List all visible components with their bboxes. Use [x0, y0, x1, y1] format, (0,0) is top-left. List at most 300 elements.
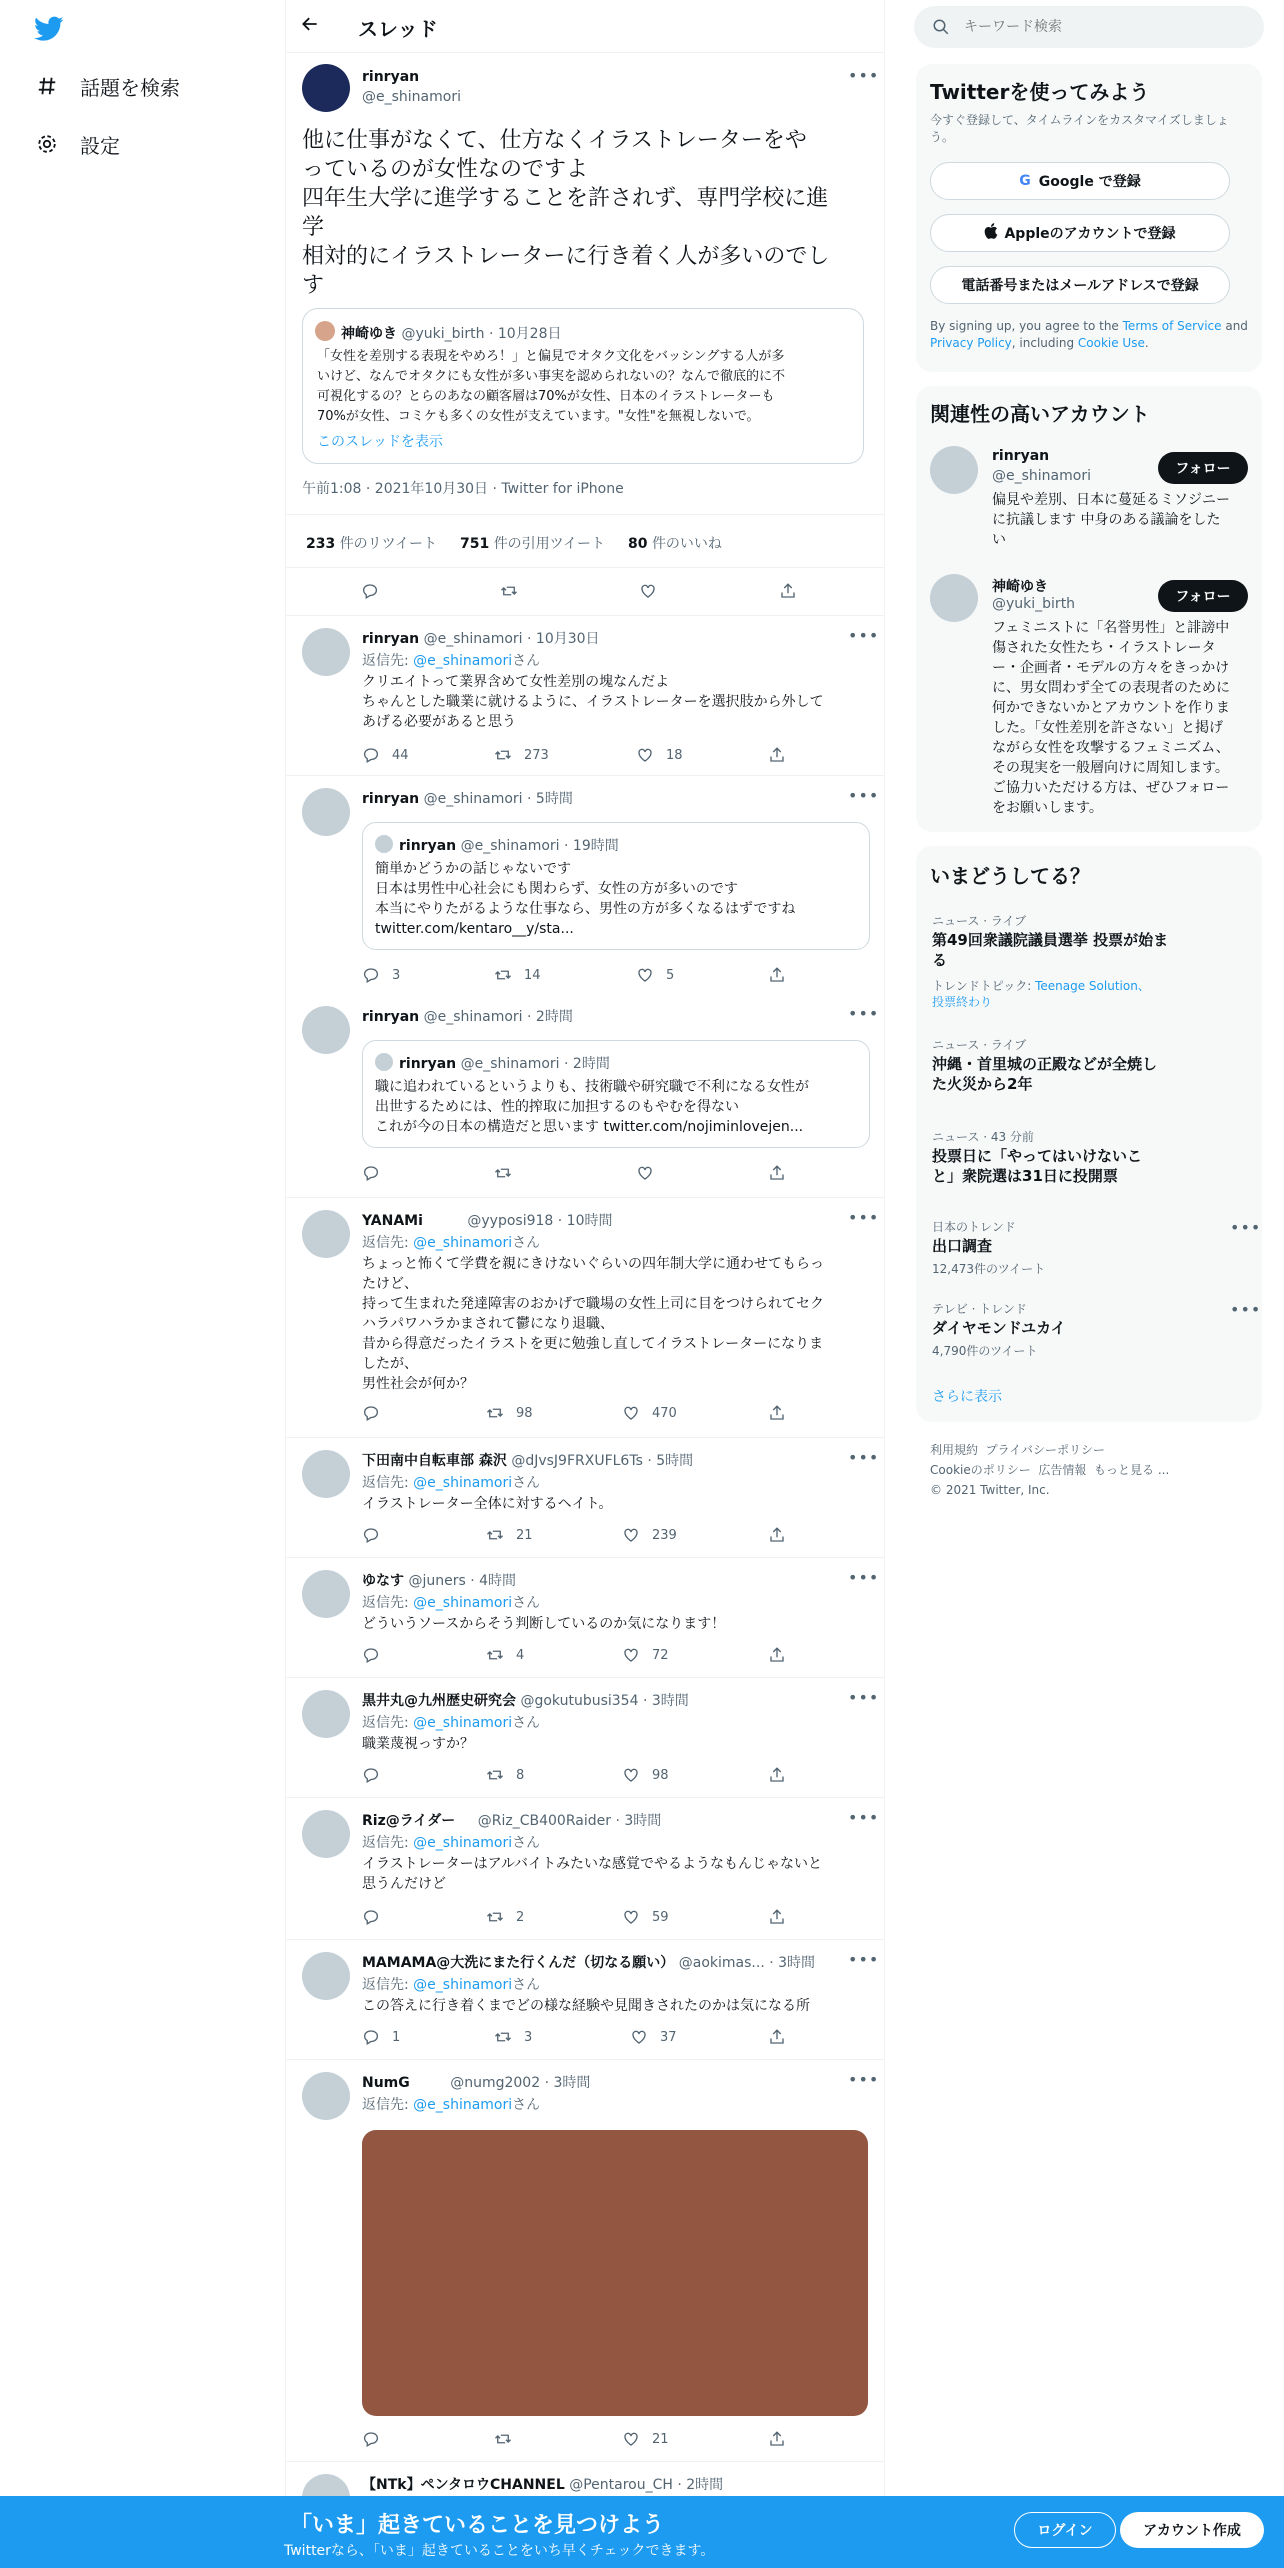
- reply-line: ハラパワハラかまされて鬱になり退職、: [362, 1316, 614, 1332]
- reply-line: どういうソースからそう判断しているのか気になります！: [362, 1616, 726, 1632]
- reply-icon[interactable]: [362, 1526, 392, 1544]
- reply-header: [362, 1006, 573, 1026]
- account-name[interactable]: 神崎ゆき: [992, 579, 1048, 595]
- bio-line: ご協力いただける方は、ぜひフォロー: [992, 780, 1230, 796]
- reply-name[interactable]: NumG: [362, 2075, 410, 2091]
- reply-line: 思うんだけど: [362, 1876, 446, 1892]
- quote-avatar: [375, 835, 393, 853]
- like-icon[interactable]: [636, 966, 674, 984]
- reply-to: [362, 1592, 540, 1612]
- reply-to-link[interactable]: @e_shinamori: [413, 1977, 513, 1993]
- more-icon[interactable]: •••: [848, 1808, 880, 1827]
- reply-name[interactable]: 下田南中自転車部 森沢: [362, 1453, 507, 1469]
- avatar[interactable]: [302, 1952, 350, 2000]
- share-icon[interactable]: [768, 1164, 798, 1182]
- quote-line: 職に追われているというよりも、技術職や研究職で不利になる女性が: [375, 1079, 809, 1095]
- reply-text: [362, 1854, 870, 1894]
- account-handle[interactable]: @yuki_birth: [992, 596, 1076, 612]
- reply-name[interactable]: 黒井丸@九州歴史研究会: [362, 1693, 516, 1709]
- reply-line: したが、: [362, 1356, 418, 1372]
- like-icon[interactable]: [622, 2430, 669, 2448]
- reply-header: [362, 628, 600, 648]
- more-icon[interactable]: •••: [848, 2070, 880, 2089]
- terms-text: and: [1221, 319, 1248, 333]
- share-icon[interactable]: [768, 1646, 798, 1664]
- retweet-count: 3: [524, 2029, 533, 2045]
- more-icon[interactable]: •••: [848, 1688, 880, 1707]
- reply-icon[interactable]: [362, 1646, 392, 1664]
- reply-icon[interactable]: [362, 2430, 392, 2448]
- quoted-tweet[interactable]: [362, 1040, 870, 1148]
- like-count-label: 件のいいね: [651, 536, 722, 552]
- reply-to: [362, 1832, 540, 1852]
- show-more-link[interactable]: さらに表示: [932, 1389, 1002, 1405]
- login-button[interactable]: ログイン: [1014, 2512, 1116, 2548]
- more-icon[interactable]: •••: [848, 1950, 880, 1969]
- avatar[interactable]: [302, 788, 350, 836]
- retweet-icon[interactable]: [486, 1766, 524, 1784]
- terms-link[interactable]: Terms of Service: [1122, 319, 1222, 333]
- reply-time[interactable]: · 4時間: [470, 1573, 517, 1589]
- quote-line: 簡単かどうかの話じゃないです: [375, 861, 571, 877]
- main-actions: [286, 568, 884, 616]
- reply-to-link[interactable]: @e_shinamori: [413, 1235, 513, 1251]
- google-signup-label: Google で登録: [1038, 174, 1141, 190]
- reply-to-link[interactable]: @e_shinamori: [413, 1595, 513, 1611]
- twitter-logo-icon[interactable]: [34, 16, 64, 42]
- more-icon[interactable]: •••: [1230, 1300, 1262, 1319]
- reply-time[interactable]: · 3時間: [642, 1693, 689, 1709]
- reply-tweet[interactable]: [286, 1438, 884, 1558]
- like-icon[interactable]: [622, 1908, 669, 1926]
- reply-handle: @e_shinamori: [423, 791, 523, 807]
- reply-time[interactable]: · 3時間: [769, 1955, 816, 1971]
- reply-tweet[interactable]: [286, 616, 884, 776]
- reply-line: 持って生まれた発達障害のおかげで職場の女性上司に目をつけられてセク: [362, 1296, 824, 1312]
- apple-icon: [984, 223, 998, 243]
- reply-to-suffix: さん: [512, 1715, 541, 1731]
- apple-signup-label: Appleのアカウントで登録: [1004, 226, 1176, 242]
- more-icon[interactable]: •••: [848, 786, 880, 805]
- reply-to-prefix: 返信先:: [362, 1595, 409, 1611]
- bio-line: ながら女性を攻撃するフェミニズム、: [992, 740, 1230, 756]
- reply-name[interactable]: YANAMi: [362, 1213, 423, 1229]
- account-handle[interactable]: @e_shinamori: [992, 468, 1091, 484]
- reply-to-link[interactable]: @e_shinamori: [413, 653, 513, 669]
- reply-name[interactable]: rinryan: [362, 1009, 420, 1025]
- reply-line: ちょっと怖くて学費を親にきけないぐらいの四年制大学に通わせてもらっ: [362, 1256, 824, 1272]
- reply-line: あげる必要があると思う: [362, 714, 516, 730]
- quote-avatar: [315, 321, 335, 341]
- reply-handle: @e_shinamori: [423, 631, 523, 647]
- search-icon: [932, 18, 950, 40]
- trend-category: ニュース · 43 分前: [932, 1130, 1034, 1144]
- quote-line: これが今の日本の構造だと思います twitter.com/nojiminlovejen...: [375, 1119, 804, 1135]
- reply-to-prefix: 返信先:: [362, 1835, 409, 1851]
- quote-text: [317, 347, 857, 427]
- bio-line: 何かできないかとアカウントを作りま: [992, 700, 1230, 716]
- reply-time[interactable]: · 2時間: [527, 1009, 573, 1025]
- reply-line: イラストレーターはアルバイトみたいな感覚でやるようなもんじゃないと: [362, 1856, 823, 1872]
- cookie-link[interactable]: Cookie Use: [1077, 336, 1145, 350]
- reply-to-suffix: さん: [512, 1977, 541, 1993]
- reply-to-link[interactable]: @e_shinamori: [413, 1475, 513, 1491]
- like-count: 37: [660, 2029, 677, 2045]
- reply-name[interactable]: MAMAMA@大洗にまた行くんだ（切なる願い）: [362, 1955, 675, 1971]
- trend-name-line: 投票日に「やってはいけないこ: [932, 1147, 1143, 1165]
- quote-line: 可視化するの？とらのあなの顧客層は70%が女性、日本のイラストレーターも: [317, 389, 775, 404]
- quote-text: [375, 1077, 809, 1137]
- terms-text: , including: [1011, 336, 1078, 350]
- more-icon[interactable]: •••: [1230, 1218, 1262, 1237]
- reply-handle: @e_shinamori: [423, 1009, 523, 1025]
- trend-item[interactable]: [932, 1318, 1172, 1338]
- share-icon[interactable]: [768, 1908, 798, 1926]
- quoted-tweet[interactable]: [362, 822, 870, 950]
- retweet-count: 4: [516, 1647, 525, 1663]
- trend-name-line: 第49回衆議院議員選挙 投票が始ま: [932, 931, 1169, 949]
- related-title: 関連性の高いアカウント: [930, 402, 1150, 426]
- reply-handle: @Riz_CB400Raider: [477, 1813, 611, 1829]
- retweet-icon[interactable]: [494, 1164, 524, 1182]
- back-arrow-icon[interactable]: [300, 14, 324, 38]
- reply-to-prefix: 返信先:: [362, 1475, 409, 1491]
- tweet-line: っているのが女性なのですよ: [302, 157, 589, 182]
- tweet-image[interactable]: [362, 2130, 868, 2416]
- follow-button[interactable]: フォロー: [1158, 580, 1248, 612]
- reply-header: [362, 1810, 661, 1830]
- quote-count-value: 751: [460, 536, 490, 552]
- like-count: 72: [652, 1647, 669, 1663]
- reply-tweet[interactable]: [286, 1678, 884, 1798]
- reply-tweet[interactable]: [286, 776, 884, 994]
- reply-to-link[interactable]: @e_shinamori: [413, 1715, 513, 1731]
- quote-avatar: [375, 1053, 393, 1071]
- reply-text: [362, 1996, 870, 2016]
- footer-link[interactable]: Cookieのポリシー: [930, 1463, 1031, 1477]
- quote-line: twitter.com/kentaro__y/sta...: [375, 921, 574, 937]
- like-icon[interactable]: [622, 1404, 677, 1422]
- reply-count: 1: [392, 2029, 401, 2045]
- reply-line: イラストレーター全体に対するヘイト。: [362, 1496, 613, 1512]
- avatar[interactable]: [302, 1810, 350, 1858]
- bio-line: フェミニストに「名誉男性」と誹謗中: [992, 620, 1230, 636]
- reply-icon[interactable]: [362, 1164, 392, 1182]
- gear-icon: [34, 131, 60, 157]
- left-sidebar: [0, 0, 285, 2568]
- reply-to: [362, 1232, 540, 1252]
- reply-text: [362, 1254, 870, 1394]
- bottom-subtitle: Twitterなら、「いま」起きていることをいち早くチェックできます。: [284, 2543, 715, 2559]
- reply-tweet[interactable]: [286, 1198, 884, 1438]
- reply-header: [362, 2474, 723, 2494]
- reply-name[interactable]: rinryan: [362, 631, 420, 647]
- trend-topics: [932, 978, 1192, 1010]
- quote-line: 本当にやりたがるような仕事なら、男性の方が多くなるはずですね: [375, 901, 796, 917]
- trend-item[interactable]: [932, 1054, 1172, 1094]
- reply-line: 昔から得意だったイラストを更に勉強し直してイラストレーターになりま: [362, 1336, 824, 1352]
- bio-line: に抗議します 中身のある議論をした: [992, 512, 1221, 528]
- reply-to-prefix: 返信先:: [362, 1715, 409, 1731]
- terms-text: .: [1144, 336, 1149, 350]
- like-icon[interactable]: [636, 1164, 666, 1182]
- reply-tweet[interactable]: [286, 1558, 884, 1678]
- share-icon[interactable]: [768, 746, 798, 764]
- quote-date: · 10月28日: [488, 326, 562, 342]
- reply-handle: @aokimas...: [678, 1955, 765, 1971]
- footer-link[interactable]: プライバシーポリシー: [985, 1443, 1106, 1457]
- like-icon[interactable]: [622, 1646, 669, 1664]
- bio-line: ー・企画者・モデルの方々をきっかけ: [992, 660, 1230, 676]
- search-box[interactable]: [914, 6, 1264, 48]
- share-icon[interactable]: [768, 1404, 798, 1422]
- avatar[interactable]: [930, 574, 978, 622]
- reply-time[interactable]: · 3時間: [544, 2075, 591, 2091]
- author-name[interactable]: rinryan: [362, 69, 420, 85]
- tweet-line: 他に仕事がなくて、仕方なくイラストレーターをや: [302, 128, 807, 153]
- retweet-count: 98: [516, 1405, 533, 1421]
- reply-line: 男性社会が何か？: [362, 1376, 474, 1392]
- reply-to: [362, 2094, 540, 2114]
- tweet-meta[interactable]: 午前1:08 · 2021年10月30日 · Twitter for iPhone: [302, 481, 624, 497]
- apple-signup-button[interactable]: [930, 214, 1230, 252]
- more-icon[interactable]: •••: [848, 1004, 880, 1023]
- footer-link[interactable]: 利用規約: [930, 1443, 979, 1457]
- signup-terms: [930, 318, 1250, 352]
- like-icon[interactable]: [636, 746, 683, 764]
- avatar[interactable]: [302, 1210, 350, 1258]
- retweet-icon[interactable]: [494, 2028, 532, 2046]
- retweet-icon[interactable]: [486, 1646, 524, 1664]
- nav-settings-label: 設定: [80, 133, 120, 158]
- reply-text: [362, 1734, 870, 1754]
- reply-icon[interactable]: [362, 1404, 392, 1422]
- reply-line: この答えに行き着くまでどの様な経験や見聞きされたのかは気になる所: [362, 1998, 810, 2014]
- more-icon[interactable]: •••: [848, 1208, 880, 1227]
- retweet-icon[interactable]: [500, 582, 530, 600]
- reply-text: [362, 1494, 870, 1514]
- trend-name-line: と」衆院選は31日に投開票: [932, 1167, 1118, 1185]
- trend-category: ニュース · ライブ: [932, 914, 1027, 928]
- reply-time[interactable]: · 5時間: [527, 791, 573, 807]
- retweet-count-label: 件のリツイート: [339, 536, 437, 552]
- reply-to-prefix: 返信先:: [362, 2097, 409, 2113]
- reply-time[interactable]: · 2時間: [677, 2477, 724, 2493]
- follow-button[interactable]: フォロー: [1158, 452, 1248, 484]
- trends-card: [916, 846, 1262, 1422]
- avatar[interactable]: [302, 1570, 350, 1618]
- footer-link[interactable]: 広告情報: [1038, 1463, 1087, 1477]
- reply-to-link[interactable]: @e_shinamori: [413, 2097, 513, 2113]
- nav-explore-label: 話題を検索: [80, 75, 180, 100]
- account-name[interactable]: rinryan: [992, 448, 1050, 464]
- reply-to-suffix: さん: [512, 1235, 541, 1251]
- trend-count: 4,790件のツイート: [932, 1344, 1038, 1358]
- trend-count: 12,473件のツイート: [932, 1262, 1046, 1276]
- nav-settings[interactable]: [34, 124, 120, 164]
- bio-line: に、男女問わず全ての表現者のために: [992, 680, 1230, 696]
- trend-name-line: ダイヤモンドユカイ: [932, 1319, 1066, 1337]
- search-input[interactable]: [964, 16, 1244, 38]
- retweet-icon[interactable]: [494, 746, 549, 764]
- like-count: 98: [652, 1767, 669, 1783]
- like-count: 18: [666, 747, 683, 763]
- reply-icon[interactable]: [362, 746, 409, 764]
- retweet-icon[interactable]: [486, 1908, 524, 1926]
- reply-handle: @Pentarou_CH: [569, 2477, 673, 2493]
- privacy-link[interactable]: Privacy Policy: [930, 336, 1012, 350]
- like-count[interactable]: [628, 533, 722, 553]
- reply-tweet[interactable]: [286, 1798, 884, 1940]
- quote-count[interactable]: [460, 533, 605, 553]
- trend-item[interactable]: [932, 1146, 1172, 1186]
- reply-time[interactable]: · 10時間: [557, 1213, 613, 1229]
- reply-header: [362, 1690, 689, 1710]
- retweet-count: 2: [516, 1909, 525, 1925]
- reply-to-prefix: 返信先:: [362, 1977, 409, 1993]
- avatar[interactable]: [302, 2072, 350, 2120]
- reply-to: [362, 650, 540, 670]
- quote-count-label: 件の引用ツイート: [493, 536, 605, 552]
- tweet-stats: [286, 514, 884, 568]
- avatar[interactable]: [302, 628, 350, 676]
- reply-time[interactable]: · 3時間: [615, 1813, 662, 1829]
- reply-to-prefix: 返信先:: [362, 1235, 409, 1251]
- reply-to: [362, 1712, 540, 1732]
- nav-explore[interactable]: [34, 66, 180, 106]
- retweet-count: 273: [524, 747, 549, 763]
- footer-link[interactable]: もっと見る ...: [1094, 1463, 1170, 1477]
- reply-to-link[interactable]: @e_shinamori: [413, 1835, 513, 1851]
- retweet-icon[interactable]: [494, 966, 541, 984]
- quote-author-handle: @yuki_birth: [401, 326, 485, 342]
- reply-icon[interactable]: [362, 1908, 392, 1926]
- avatar[interactable]: [302, 1690, 350, 1738]
- avatar[interactable]: [930, 446, 978, 494]
- quote-meta-row: [341, 323, 562, 343]
- google-signup-button[interactable]: [930, 162, 1230, 200]
- like-count: 59: [652, 1909, 669, 1925]
- reply-to-suffix: さん: [512, 1595, 541, 1611]
- bio-line: した。「女性差別を許さない」と掲げ: [992, 720, 1223, 736]
- share-icon[interactable]: [768, 2028, 798, 2046]
- reply-handle: @gokutubusi354: [520, 1693, 639, 1709]
- reply-icon[interactable]: [362, 966, 400, 984]
- related-accounts-card: [916, 386, 1262, 832]
- reply-count: 3: [392, 967, 401, 983]
- retweet-icon[interactable]: [494, 2430, 524, 2448]
- reply-to: [362, 1472, 540, 1492]
- reply-time[interactable]: · 5時間: [647, 1453, 694, 1469]
- phone-signup-button[interactable]: [930, 266, 1230, 304]
- quote-line: 日本は男性中心社会にも関わらず、女性の方が多いのです: [375, 881, 738, 897]
- reply-header: [362, 2072, 590, 2092]
- author-handle[interactable]: @e_shinamori: [362, 89, 461, 105]
- reply-line: たけど、: [362, 1276, 418, 1292]
- avatar[interactable]: [302, 64, 350, 112]
- retweet-count: 21: [516, 1527, 533, 1543]
- reply-header: [362, 1952, 815, 1972]
- retweet-icon[interactable]: [486, 1404, 533, 1422]
- retweet-count[interactable]: [306, 533, 437, 553]
- reply-icon[interactable]: [362, 1766, 392, 1784]
- trend-category: テレビ · トレンド: [932, 1302, 1027, 1316]
- thread-header: [286, 0, 884, 53]
- trend-name-line: 沖縄・首里城の正殿などが全焼し: [932, 1055, 1158, 1073]
- quote-header: [399, 1053, 610, 1073]
- google-icon: G: [1019, 173, 1031, 189]
- like-icon[interactable]: [622, 1766, 669, 1784]
- reply-icon[interactable]: [362, 2028, 400, 2046]
- retweet-icon[interactable]: [486, 1526, 533, 1544]
- share-icon[interactable]: [768, 1766, 798, 1784]
- like-icon[interactable]: [630, 2028, 677, 2046]
- tweet-line: 相対的にイラストレーターに行き着く人が多いのでし: [302, 244, 830, 269]
- share-icon[interactable]: [768, 2430, 798, 2448]
- reply-name[interactable]: Riz@ライダー: [362, 1813, 456, 1829]
- more-icon[interactable]: •••: [848, 1448, 880, 1467]
- tweet-line: 四年生大学に進学することを許されず、専門学校に進: [302, 186, 829, 211]
- reply-tweet[interactable]: [286, 2060, 884, 2462]
- account-bio: [992, 490, 1252, 550]
- trend-item[interactable]: [932, 1236, 1172, 1256]
- like-count: 470: [652, 1405, 677, 1421]
- reply-time[interactable]: · 10月30日: [527, 631, 600, 647]
- reply-tweet[interactable]: [286, 994, 884, 1198]
- like-icon[interactable]: [622, 1526, 677, 1544]
- reply-text: [362, 672, 870, 732]
- avatar[interactable]: [302, 1006, 350, 1054]
- retweet-count-value: 233: [306, 536, 336, 552]
- reply-to-suffix: さん: [512, 653, 541, 669]
- reply-name[interactable]: rinryan: [362, 791, 420, 807]
- trend-item[interactable]: [932, 930, 1172, 970]
- share-icon[interactable]: [768, 966, 798, 984]
- trends-title: いまどうしてる？: [930, 864, 1090, 888]
- bio-line: い: [992, 532, 1006, 548]
- reply-line: 職業蔑視っすか？: [362, 1736, 474, 1752]
- more-icon[interactable]: •••: [848, 1568, 880, 1587]
- share-icon[interactable]: [768, 1526, 798, 1544]
- quote-name: rinryan: [399, 1056, 457, 1072]
- reply-handle: @juners: [408, 1573, 466, 1589]
- account-bio: [992, 618, 1252, 818]
- signup-button[interactable]: アカウント作成: [1120, 2512, 1264, 2548]
- reply-handle: @yyposi918: [467, 1213, 554, 1229]
- show-thread-link[interactable]: このスレッドを表示: [317, 434, 443, 450]
- reply-to-suffix: さん: [512, 1475, 541, 1491]
- trend-topic-link[interactable]: 投票終わり: [932, 995, 993, 1009]
- share-icon[interactable]: [779, 582, 809, 600]
- reply-tweet[interactable]: [286, 1940, 884, 2060]
- trend-topic-link[interactable]: Teenage Solution、: [1035, 979, 1150, 993]
- reply-name[interactable]: 【NTk】ペンタロウCHANNEL: [362, 2477, 565, 2493]
- like-icon[interactable]: [639, 582, 669, 600]
- reply-name[interactable]: ゆなす: [362, 1573, 404, 1589]
- tweet-text: [302, 126, 862, 300]
- reply-icon[interactable]: [361, 582, 391, 600]
- reply-header: [362, 1450, 693, 1470]
- quote-line: 出世するためには、性的搾取に加担するのもやむを得ない: [375, 1099, 739, 1115]
- quote-time: · 2時間: [564, 1056, 610, 1072]
- page-title: スレッド: [358, 17, 438, 41]
- more-icon[interactable]: •••: [848, 626, 880, 645]
- more-icon[interactable]: •••: [848, 66, 880, 85]
- quoted-tweet[interactable]: [302, 308, 864, 464]
- quote-handle: @e_shinamori: [460, 838, 560, 854]
- quote-line: 70%が女性、コミケも多くの女性が支えています。"女性"を無視しないで。: [317, 409, 760, 424]
- avatar[interactable]: [302, 1450, 350, 1498]
